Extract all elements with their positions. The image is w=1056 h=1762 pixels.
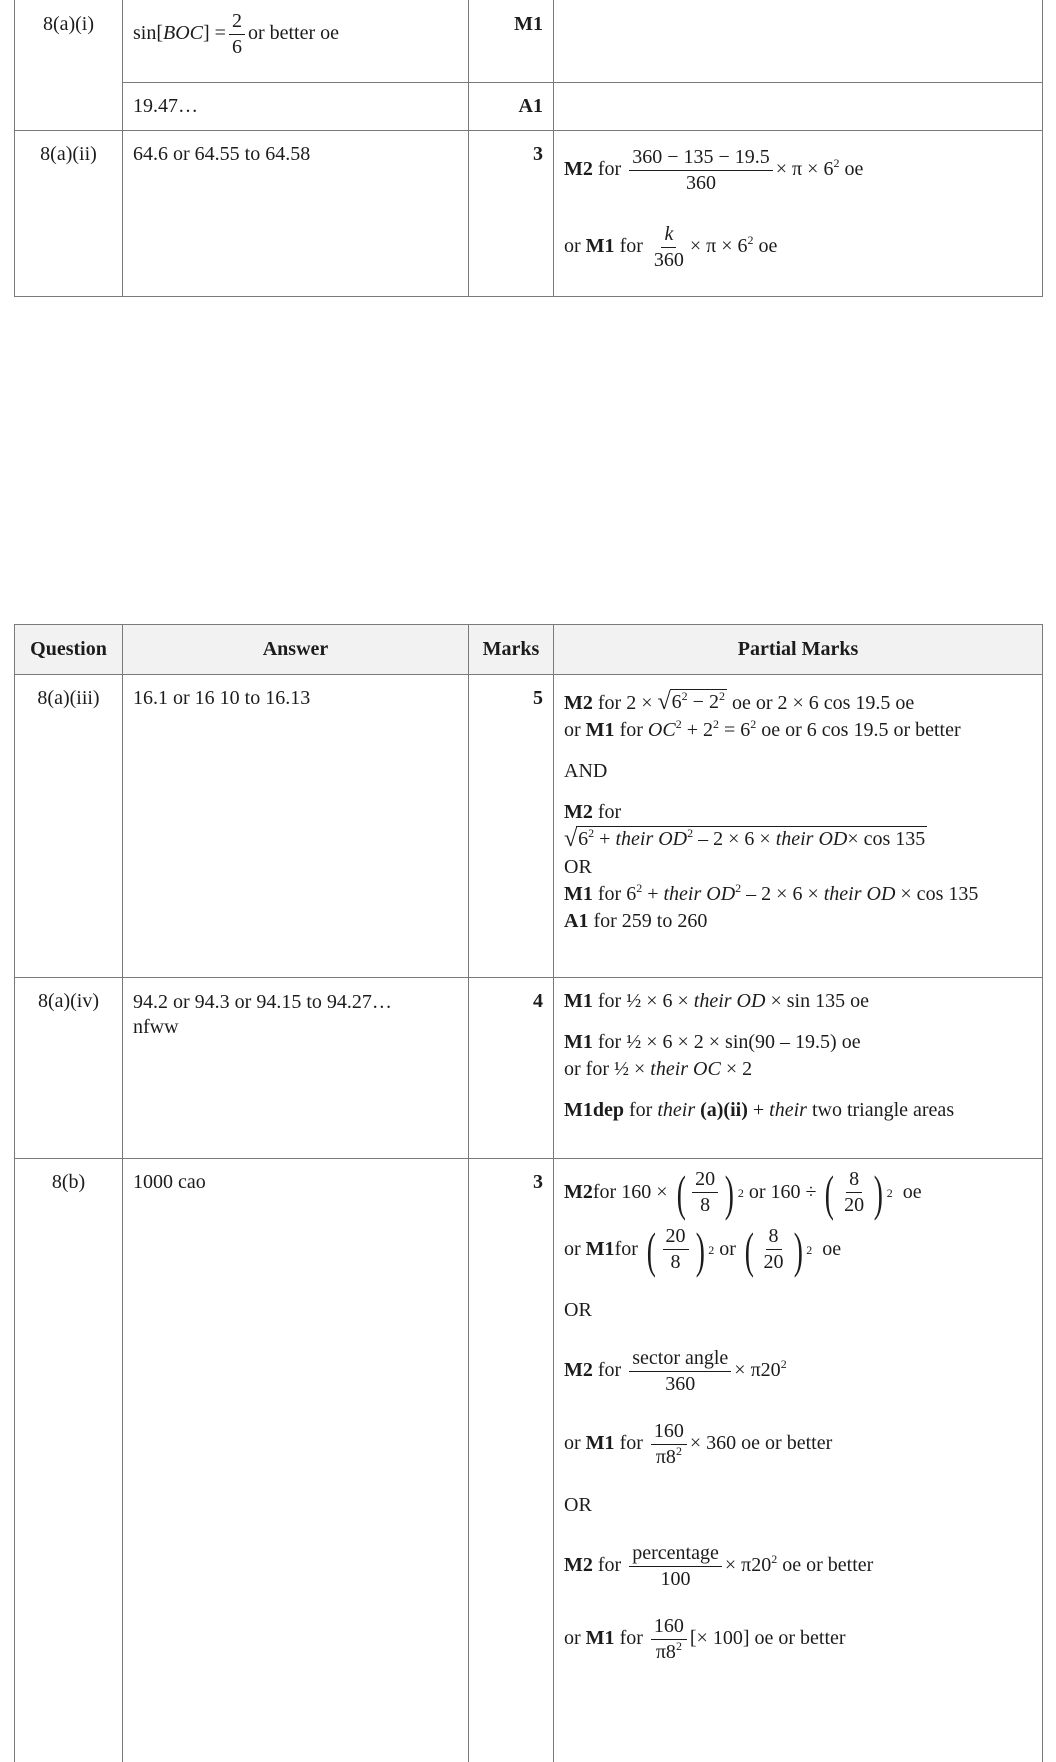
question-cell: 8(a)(i): [15, 0, 123, 131]
question-cell: 8(a)(iii): [15, 675, 123, 978]
partial-line: or M1 for $\frac{k}{360}$ × $\pi \times 6^2$ oe: [564, 223, 778, 271]
partial-line: OR: [564, 1494, 592, 1516]
answer-var: BOC: [163, 22, 203, 45]
partial-line: M2 for $\frac{\text{sector angle}}{360}$ × $\pi 20^2$: [564, 1347, 787, 1395]
partial-marks-cell: [554, 1159, 1043, 1762]
header-marks: Marks: [469, 625, 554, 675]
header-answer: Answer: [123, 625, 469, 675]
partial-line: AND: [564, 760, 608, 782]
fraction: $\frac{\text{sector angle}}{360}$: [629, 1346, 731, 1397]
fraction: $\frac{360 - 135 - 19.5}{360}$: [629, 145, 773, 196]
partial-line: OR: [564, 1299, 592, 1321]
answer-cell: [123, 978, 469, 1159]
answer-text: or better oe: [247, 22, 340, 45]
marks-cell: 3: [469, 1159, 554, 1762]
partial-line: or M1 for ( $\frac{20}{8}$ ) 2 or ( $\frac{8}{20}$ ) 2 oe: [564, 1221, 842, 1278]
table-row: [15, 1159, 1043, 1762]
partial-line: M2 for $\frac{360 - 135 - 19.5}{360}$ × $\pi \times 6^2$ oe: [564, 146, 864, 194]
partial-marks-cell: [554, 978, 1043, 1159]
question-cell: 8(a)(ii): [15, 131, 123, 297]
table-row: [15, 0, 1043, 83]
question-cell: 8(b): [15, 1159, 123, 1762]
marks-cell: A1: [469, 83, 554, 131]
partial-marks-cell: [554, 83, 1043, 131]
parenthesised-fraction: ( $\frac{20}{8}$ ) 2: [676, 1164, 744, 1221]
answer-cell: [123, 0, 469, 83]
partial-line: or for ½ × their OC × 2: [564, 1058, 753, 1080]
answer-text: sin[: [133, 22, 163, 45]
mark-scheme-table-top: [14, 0, 1043, 297]
partial-marks-cell: [554, 0, 1043, 83]
mark-scheme-table: [14, 624, 1043, 1762]
partial-line: M2 for $\frac{\text{percentage}}{100}$ × $\pi 20^2$ oe or better: [564, 1542, 874, 1590]
answer-text: ] =: [203, 22, 226, 45]
table-header-row: [15, 625, 1043, 675]
header-question: Question: [15, 625, 123, 675]
table-row: [15, 131, 1043, 297]
answer-text: nfww: [133, 1016, 179, 1038]
answer-cell: 19.47…: [123, 83, 469, 131]
partial-line: or M1 for $\frac{160}{\pi 8^2}$ [× 100] oe or better: [564, 1615, 846, 1663]
partial-line: M1dep for their (a)(ii) + their two triangle areas: [564, 1099, 955, 1121]
fraction: $\frac{k}{360}$: [653, 223, 684, 271]
partial-line: M1 for $6^2$ + their $OD^2 - 2 \times 6$ × their OD × cos 135: [564, 881, 979, 905]
answer-text: 94.2 or 94.3 or 94.15 to 94.27…: [133, 991, 392, 1013]
partial-line: or M1 for $\frac{160}{\pi 8^2}$ × 360 oe or better: [564, 1420, 833, 1468]
table-row: [15, 83, 1043, 131]
fraction: $\frac{\text{percentage}}{100}$: [629, 1541, 722, 1592]
marks-cell: 5: [469, 675, 554, 978]
partial-line: or M1 for $OC^2 + 2^2 = 6^2$ oe or 6 cos 19.5 or better: [564, 717, 961, 741]
partial-marks-cell: [554, 131, 1043, 297]
partial-marks-cell: [554, 675, 1043, 978]
partial-line: M2 for 2 × √ $6^2 - 2^2$ oe or 2 × 6 cos 19.5 oe: [564, 689, 915, 715]
partial-line: A1 for 259 to 260: [564, 910, 708, 932]
question-cell: 8(a)(iv): [15, 978, 123, 1159]
table-row: [15, 675, 1043, 978]
fraction: $\frac{160}{\pi 8^2}$: [651, 1614, 687, 1665]
marks-cell: 4: [469, 978, 554, 1159]
sqrt-symbol: √ $6^2 - 2^2$: [657, 689, 725, 715]
marks-cell: M1: [469, 0, 554, 83]
answer-cell: 64.6 or 64.55 to 64.58: [123, 131, 469, 297]
partial-line: M2 for: [564, 801, 622, 823]
header-partial-marks: Partial Marks: [554, 625, 1043, 675]
marks-cell: 3: [469, 131, 554, 297]
table-row: [15, 978, 1043, 1159]
sqrt-symbol: √ $6^2$ + their $OD^2 - 2 \times 6$ × their OD× cos 135: [564, 826, 926, 852]
partial-line: M2 for 160 × ( $\frac{20}{8}$ ) 2 or 160 ÷ ( $\frac{8}{20}$ ) 2 oe: [564, 1164, 922, 1221]
fraction: $\frac{2}{6}$: [229, 9, 245, 60]
partial-line: OR: [564, 856, 592, 878]
partial-line: M1 for ½ × 6 × their OD × sin 135 oe: [564, 990, 869, 1012]
parenthesised-fraction: ( $\frac{8}{20}$ ) 2: [825, 1164, 893, 1221]
parenthesised-fraction: ( $\frac{8}{20}$ ) 2: [744, 1221, 813, 1278]
answer-cell: 1000 cao: [123, 1159, 469, 1762]
answer-cell: 16.1 or 16 10 to 16.13: [123, 675, 469, 978]
partial-line: M1 for ½ × 6 × 2 × sin(90 – 19.5) oe: [564, 1031, 861, 1053]
fraction: $\frac{160}{\pi 8^2}$: [651, 1419, 687, 1470]
parenthesised-fraction: ( $\frac{20}{8}$ ) 2: [646, 1221, 715, 1278]
partial-line: [564, 826, 1042, 854]
